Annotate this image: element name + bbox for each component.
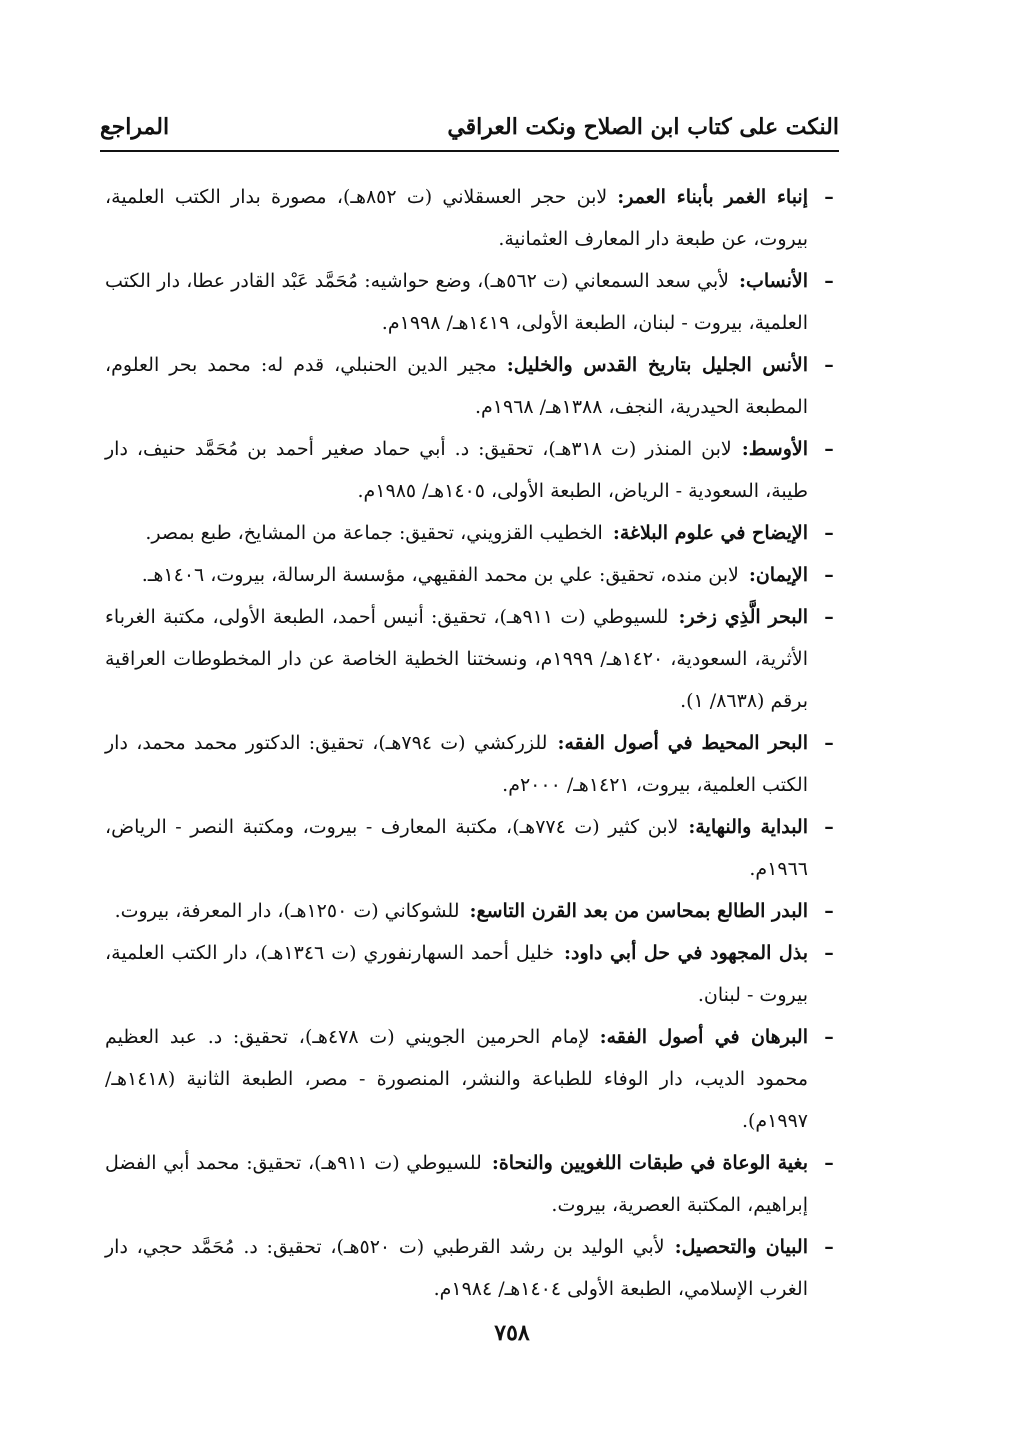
reference-entry — [105, 596, 838, 722]
reference-body: للسيوطي (ت ٩١١هـ)، تحقيق: محمد أبي الفضل إبراهيم، المكتبة العصرية، بيروت. — [105, 1152, 808, 1216]
bullet-dash: – — [824, 1152, 834, 1174]
reference-title: البداية والنهاية: — [688, 816, 808, 838]
reference-body: للشوكاني (ت ١٢٥٠هـ)، دار المعرفة، بيروت. — [114, 900, 460, 922]
reference-entry — [105, 1226, 838, 1310]
bullet-dash: – — [824, 270, 834, 292]
reference-entry — [105, 932, 838, 1016]
reference-entry — [105, 1142, 838, 1226]
reference-entry — [105, 722, 838, 806]
bullet-dash: – — [824, 354, 834, 376]
reference-title: البيان والتحصيل: — [674, 1236, 808, 1258]
reference-body: لأبي سعد السمعاني (ت ٥٦٢هـ)، وضع حواشيه: مُحَمَّد عَبْد القادر عطا، دار الكتب العلمية، بيروت - لبنان، الطبعة الأولى، ١٤١٩هـ/ ١٩٩٨م. — [105, 270, 808, 334]
reference-title: الأنساب: — [738, 270, 808, 292]
bullet-dash: – — [824, 1026, 834, 1048]
reference-entry — [105, 260, 838, 344]
bullet-dash: – — [824, 732, 834, 754]
reference-body: لابن المنذر (ت ٣١٨هـ)، تحقيق: د. أبي حماد صغير أحمد بن مُحَمَّد حنيف، دار طيبة، السعودية - الرياض، الطبعة الأولى، ١٤٠٥هـ/ ١٩٨٥م. — [105, 438, 808, 502]
reference-entry — [105, 512, 838, 554]
reference-title: الإيمان: — [748, 564, 808, 586]
reference-title: بغية الوعاة في طبقات اللغويين والنحاة: — [491, 1152, 809, 1174]
reference-title: الإيضاح في علوم البلاغة: — [612, 522, 808, 544]
reference-title: البرهان في أصول الفقه: — [599, 1026, 808, 1048]
reference-entry — [105, 428, 838, 512]
page-header — [100, 110, 839, 144]
reference-title: البحر المحيط في أصول الفقه: — [557, 732, 808, 754]
reference-body: لإمام الحرمين الجويني (ت ٤٧٨هـ)، تحقيق: د. عبد العظيم محمود الديب، دار الوفاء للطباعة والنشر، المنصورة - مصر، الطبعة الثانية (١٤١٨هـ/ ١٩٩٧م). — [105, 1026, 808, 1132]
bullet-dash: – — [824, 942, 834, 964]
bullet-dash: – — [824, 522, 834, 544]
reference-title: بذل المجهود في حل أبي داود: — [564, 942, 808, 964]
book-title: النكت على كتاب ابن الصلاح ونكت العراقي — [447, 114, 839, 140]
reference-body: خليل أحمد السهارنفوري (ت ١٣٤٦هـ)، دار الكتب العلمية، بيروت - لبنان. — [105, 942, 808, 1006]
reference-title: الأوسط: — [741, 438, 808, 460]
reference-body: لابن حجر العسقلاني (ت ٨٥٢هـ)، مصورة بدار الكتب العلمية، بيروت، عن طبعة دار المعارف العثمانية. — [105, 186, 808, 250]
reference-body: لابن كثير (ت ٧٧٤هـ)، مكتبة المعارف - بيروت، ومكتبة النصر - الرياض، ١٩٦٦م. — [105, 816, 808, 880]
reference-body: للزركشي (ت ٧٩٤هـ)، تحقيق: الدكتور محمد محمد، دار الكتب العلمية، بيروت، ١٤٢١هـ/ ٢٠٠٠م. — [105, 732, 808, 796]
bullet-dash: – — [824, 438, 834, 460]
reference-entry — [105, 554, 838, 596]
reference-entry — [105, 176, 838, 260]
reference-body: مجير الدين الحنبلي، قدم له: محمد بحر العلوم، المطبعة الحيدرية، النجف، ١٣٨٨هـ/ ١٩٦٨م. — [105, 354, 808, 418]
reference-body: لابن منده، تحقيق: علي بن محمد الفقيهي، مؤسسة الرسالة، بيروت، ١٤٠٦هـ. — [141, 564, 739, 586]
header-divider — [100, 150, 839, 152]
bullet-dash: – — [824, 606, 834, 628]
page-number: ٧٥٨ — [494, 1320, 530, 1346]
reference-title: إنباء الغمر بأبناء العمر: — [617, 186, 808, 208]
section-title: المراجع — [100, 114, 170, 140]
reference-body: لأبي الوليد بن رشد القرطبي (ت ٥٢٠هـ)، تحقيق: د. مُحَمَّد حجي، دار الغرب الإسلامي، الطبعة الأولى ١٤٠٤هـ/ ١٩٨٤م. — [105, 1236, 808, 1300]
reference-entry — [105, 890, 838, 932]
bullet-dash: – — [824, 900, 834, 922]
bullet-dash: – — [824, 1236, 834, 1258]
references-list — [105, 176, 838, 1310]
reference-body: للسيوطي (ت ٩١١هـ)، تحقيق: أنيس أحمد، الطبعة الأولى، مكتبة الغرباء الأثرية، السعودية، ١٤٢٠هـ/ ١٩٩٩م، ونسختنا الخطية الخاصة عن دار المخطوطات العراقية برقم (٨٦٣٨/ ١). — [105, 606, 809, 712]
reference-entry — [105, 1016, 838, 1142]
bullet-dash: – — [824, 816, 834, 838]
bullet-dash: – — [824, 186, 834, 208]
reference-entry — [105, 344, 838, 428]
bullet-dash: – — [824, 564, 834, 586]
reference-title: البحر الَّذِي زخر: — [678, 606, 809, 628]
reference-title: البدر الطالع بمحاسن من بعد القرن التاسع: — [469, 900, 808, 922]
reference-body: الخطيب القزويني، تحقيق: جماعة من المشايخ، طبع بمصر. — [145, 522, 603, 544]
reference-title: الأنس الجليل بتاريخ القدس والخليل: — [506, 354, 808, 376]
reference-entry — [105, 806, 838, 890]
